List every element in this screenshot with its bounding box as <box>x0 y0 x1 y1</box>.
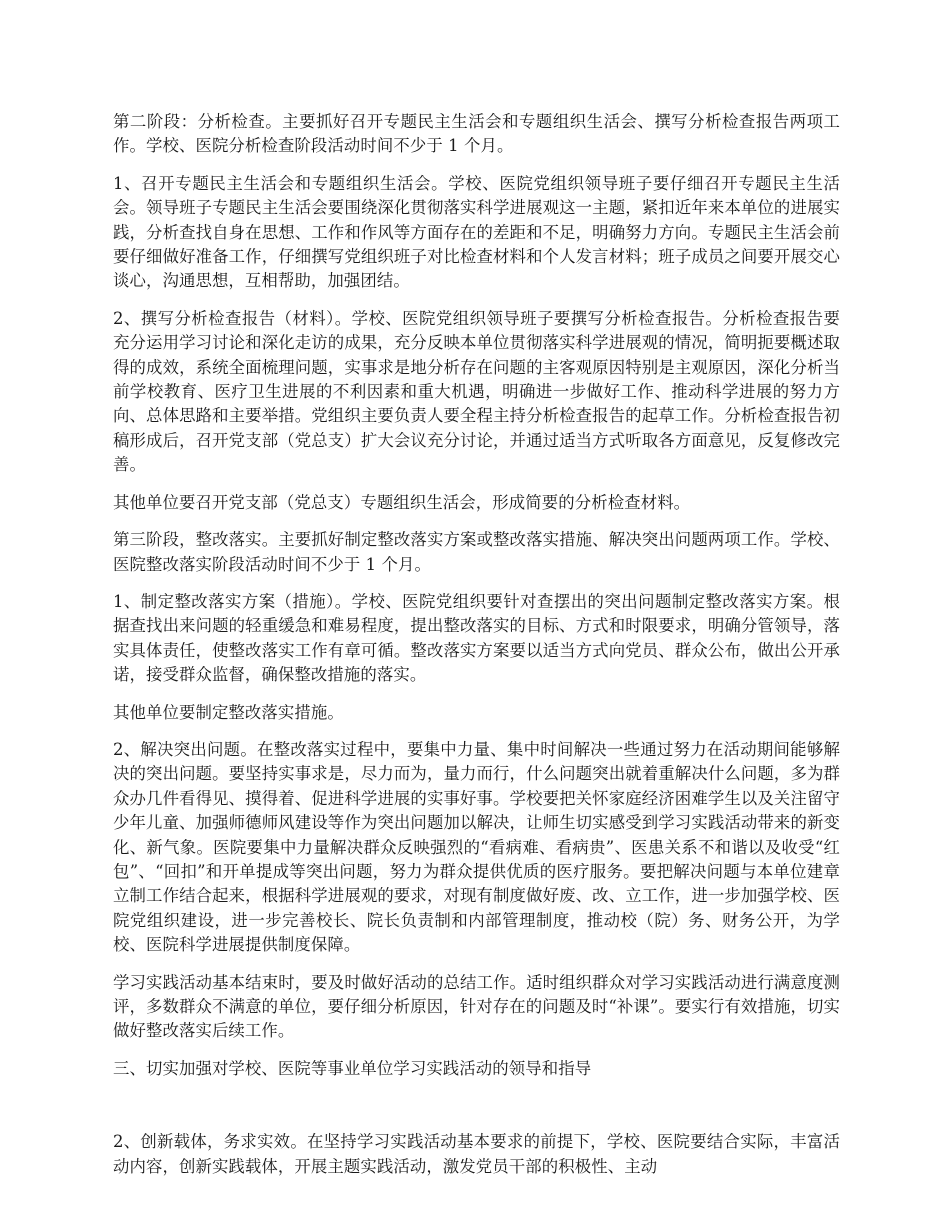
paragraph-other-units-meeting: 其他单位要召开党支部（党总支）专题组织生活会，形成简要的分析检查材料。 <box>113 492 691 512</box>
paragraph-innovate-carriers: 2、创新载体，务求实效。在坚持学习实践活动基本要求的前提下，学校、医院要结合实际，丰富活动内容，创新实践载体，开展主题实践活动，激发党员干部的积极性、主动 <box>113 1132 840 1176</box>
section-heading-leadership: 三、切实加强对学校、医院等事业单位学习实践活动的领导和指导 <box>113 1058 592 1078</box>
blank-gap <box>113 1094 840 1130</box>
paragraph-stage-two: 第二阶段：分析检查。主要抓好召开专题民主生活会和专题组织生活会、撰写分析检查报告两项工作。学校、医院分析检查阶段活动时间不少于 1 个月。 <box>113 112 840 156</box>
paragraph-rectification-plan: 1、制定整改落实方案（措施）。学校、医院党组织要针对查摆出的突出问题制定整改落实方案。根据查找出来问题的轻重缓急和难易程度，提出整改落实的目标、方式和时限要求，明确分管领导，落实具体责任，使整改落实工作有章可循。整改落实方案要以适当方式向党员、群众公布，做出公开承诺，接受群众监督，确保整改措施的落实。 <box>113 591 840 685</box>
paragraph-other-units-measures: 其他单位要制定整改落实措施。 <box>113 702 344 722</box>
paragraph-solve-problems: 2、解决突出问题。在整改落实过程中，要集中力量、集中时间解决一些通过努力在活动期间能够解决的突出问题。要坚持实事求是，尽力而为，量力而行，什么问题突出就着重解决什么问题，多为群众办几件看得见、摸得着、促进科学进展的实事好事。学校要把关怀家庭经济困难学生以及关注留守少年儿童、加强师德师风建设等作为突出问题加以解决，让师生切实感受到学习实践活动带来的新变化、新气象。医院要集中力量解决群众反映强烈的“看病难、看病贵”、医患关系不和谐以及收受“红包”、“回扣”和开单提成等突出问题，努力为群众提供优质的医疗服务。要把解决问题与本单位建章立制工作结合起来，根据科学进展观的要求，对现有制度做好废、改、立工作，进一步加强学校、医院党组织建设，进一步完善校长、院长负责制和内部管理制度，推动校（院）务、财务公开，为学校、医院科学进展提供制度保障。 <box>113 739 840 955</box>
paragraph-democratic-life-meeting: 1、召开专题民主生活会和专题组织生活会。学校、医院党组织领导班子要仔细召开专题民主生活会。领导班子专题民主生活会要围绕深化贯彻落实科学进展观这一主题，紧扣近年来本单位的进展实践，分析查找自身在思想、工作和作风等方面存在的差距和不足，明确努力方向。专题民主生活会前要仔细做好准备工作，仔细撰写党组织班子对比检查材料和个人发言材料；班子成员之间要开展交心谈心，沟通思想，互相帮助，加强团结。 <box>113 173 840 291</box>
paragraph-analysis-report: 2、撰写分析检查报告（材料）。学校、医院党组织领导班子要撰写分析检查报告。分析检查报告要充分运用学习讨论和深化走访的成果，充分反映本单位贯彻落实科学进展观的情况，简明扼要概述取得的成效，系统全面梳理问题，实事求是地分析存在问题的主客观原因特别是主观原因，深化分析当前学校教育、医疗卫生进展的不利因素和重大机遇，明确进一步做好工作、推动科学进展的努力方向、总体思路和主要举措。党组织主要负责人要全程主持分析检查报告的起草工作。分析检查报告初稿形成后，召开党支部（党总支）扩大会议充分讨论，并通过适当方式听取各方面意见，反复修改完善。 <box>113 308 840 475</box>
paragraph-stage-three: 第三阶段，整改落实。主要抓好制定整改落实方案或整改落实措施、解决突出问题两项工作。学校、医院整改落实阶段活动时间不少于 1 个月。 <box>113 530 840 574</box>
paragraph-activity-summary: 学习实践活动基本结束时，要及时做好活动的总结工作。适时组织群众对学习实践活动进行满意度测评，多数群众不满意的单位，要仔细分析原因，针对存在的问题及时“补课”。要实行有效措施，切实做好整改落实后续工作。 <box>113 972 840 1041</box>
